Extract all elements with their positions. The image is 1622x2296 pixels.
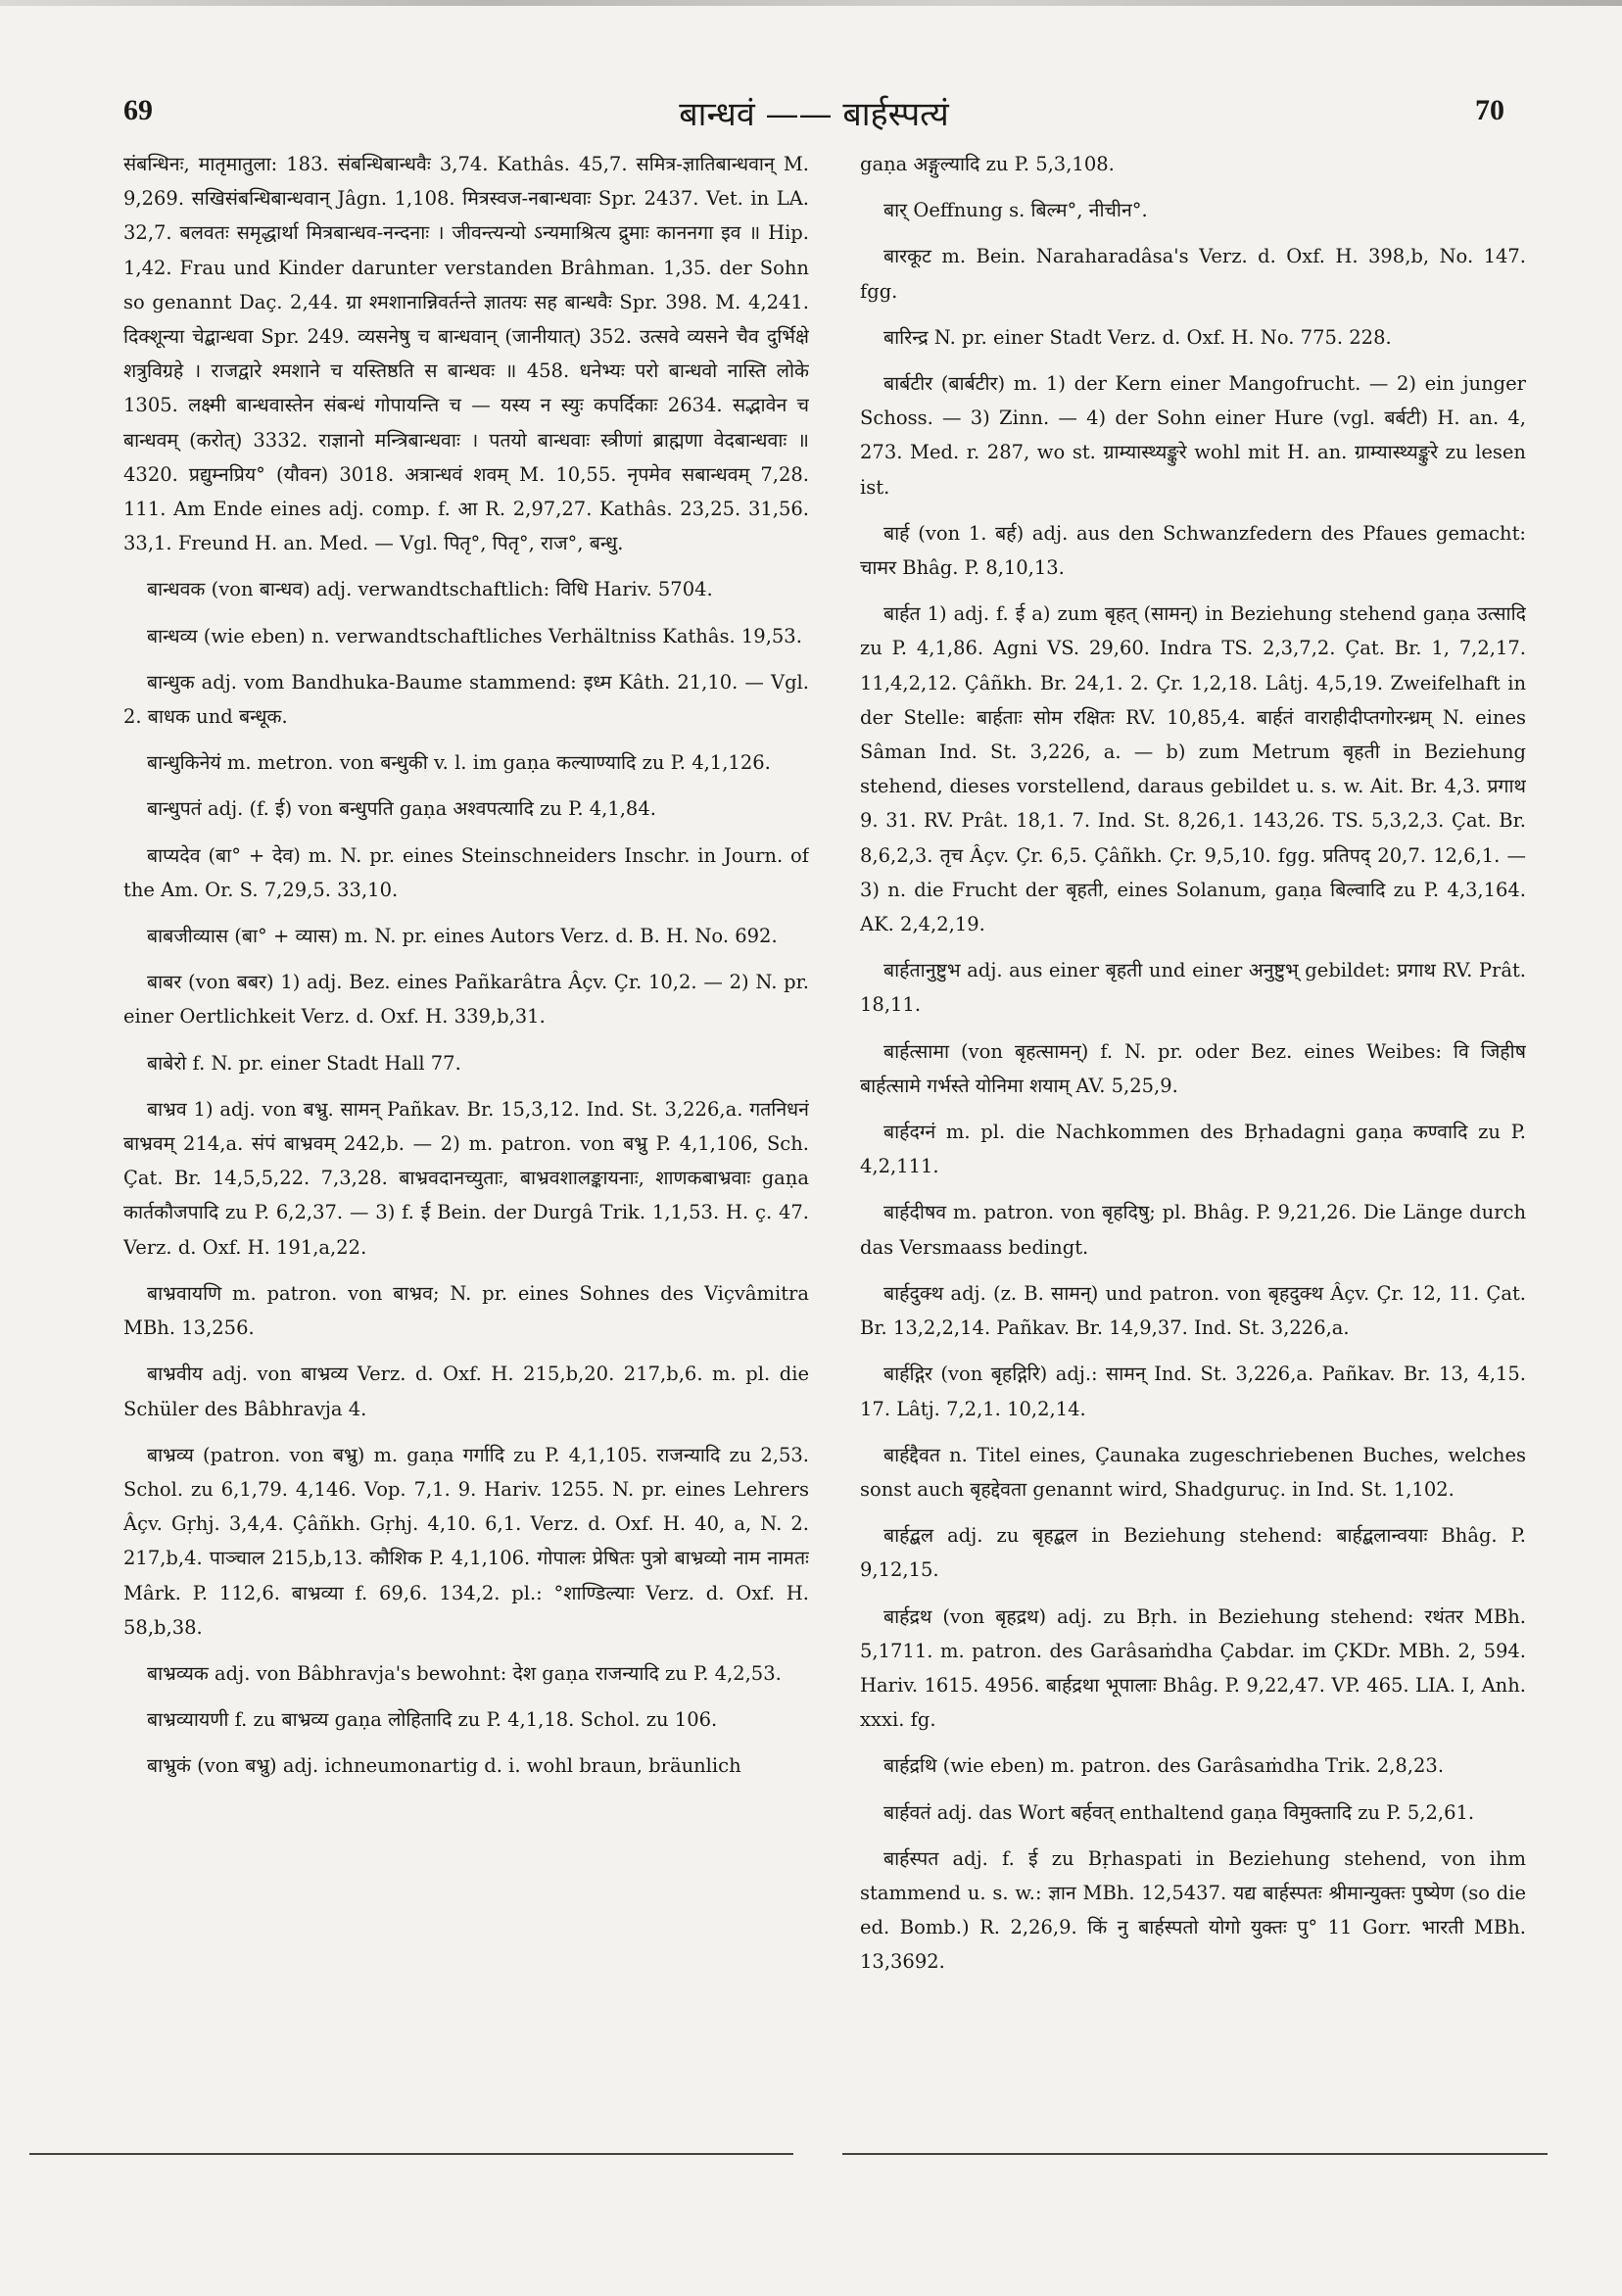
page-number-right: 70 bbox=[1475, 94, 1504, 126]
entry-paragraph: बारकूट m. Bein. Naraharadâsa's Verz. d. Oxf. H. 398,b, No. 147. fgg. bbox=[860, 245, 1526, 303]
entry-paragraph: बार्हदीषव m. patron. von बृहदिषु; pl. Bhâg. P. 9,21,26. Die Länge durch das Versmaass bedingt. bbox=[860, 1201, 1526, 1259]
entry-paragraph: बाभ्रवायणि m. patron. von बाभ्रव; N. pr. eines Sohnes des Viçvâmitra MBh. 13,256. bbox=[123, 1281, 809, 1340]
entry-paragraph: बाभ्रवीय adj. von बाभ्रव्य Verz. d. Oxf. H. 215,b,20. 217,b,6. m. pl. die Schüler des Bâbhravja 4. bbox=[123, 1363, 809, 1420]
footer-rule-right bbox=[842, 2153, 1548, 2155]
entry-paragraph: बार्हत्सामा (von बृहत्सामन्) f. N. pr. oder Bez. eines Weibes: वि जिहीष बार्हत्सामे गर्भस्ते योनिमा शयाम् AV. 5,25,9. bbox=[860, 1039, 1526, 1097]
entry-paragraph: बाबेरो f. N. pr. einer Stadt Hall 77. bbox=[147, 1051, 461, 1075]
entry-paragraph: बान्धव्य (wie eben) n. verwandtschaftliches Verhältniss Kathâs. 19,53. bbox=[147, 624, 802, 647]
page-number-left: 69 bbox=[123, 94, 153, 126]
entry-paragraph: बार्हत 1) adj. f. ई a) zum बृहत् (सामन्) in Beziehung stehend gaṇa उत्सादि zu P. 4,1,86. Agni VS. 29,60. Indra TS. 2,3,7,2. Çat. Br. 1, 7,2,17. 11,4,2,12. Çâñkh. Br. 24,1. 2. Çr. 1,2,18. Lâtj. 4,5,19. Zweifelhaft in der Stelle: बार्हताः सोम रक्षितः RV. 10,85,4. बार्हतं वाराहीदीप्तगोरन्ध्रम् N. eines Sâman Ind. St. 3,226, a. — b) zum Metrum बृहती in Beziehung stehend, dieses vorstellend, daraus gebildet u. s. w. Ait. Br. 4,3. प्रगाथ 9. 31. RV. Prât. 18,1. 7. Ind. St. 8,26,1. 143,26. TS. 5,3,2,3. Çat. Br. 8,6,2,3. तृच Âçv. Çr. 6,5. Çâñkh. Çr. 9,5,10. fgg. प्रतिपद् 20,7. 12,6,1. — 3) n. die Frucht der बृहती, eines Solanum, gaṇa बिल्वादि zu P. 4,3,164. AK. 2,4,2,19. bbox=[860, 602, 1526, 936]
entry-paragraph: बार्हतानुष्टुभ adj. aus einer बृहती und einer अनुष्टुभ् gebildet: प्रगाथ RV. Prât. 18,11. bbox=[860, 959, 1526, 1017]
entry-paragraph: बाभ्रव 1) adj. von बभ्रु. सामन् Pañkav. Br. 15,3,12. Ind. St. 3,226,a. गतनिधनं बाभ्रवम् 214,a. संपं बाभ्रवम् 242,b. — 2) m. patron. von बभ्रु P. 4,1,106, Sch. Çat. Br. 14,5,5,22. 7,3,28. बाभ्रवदानच्युताः, बाभ्रवशालङ्कायनाः, शाणकबाभ्रवाः gaṇa कार्तकौजपादि zu P. 6,2,37. — 3) f. ई Bein. der Durgâ Trik. 1,1,53. H. ç. 47. Verz. d. Oxf. H. 191,a,22. bbox=[123, 1097, 809, 1259]
left-column bbox=[123, 147, 809, 2106]
entry-paragraph: बार्हस्पत adj. f. ई zu Bṛhaspati in Beziehung stehend, von ihm stammend u. s. w.: ज्ञान MBh. 12,5437. यद्य बार्हस्पतः श्रीमान्युक्तः पुष्येण (so die ed. Bomb.) R. 2,26,9. किं नु बार्हस्पतो योगो युक्तः पु° 11 Gorr. भारती MBh. 13,3692. bbox=[860, 1846, 1526, 1974]
entry-paragraph: बाभ्रव्यायणी f. zu बाभ्रव्य gaṇa लोहितादि zu P. 4,1,18. Schol. zu 106. bbox=[147, 1708, 718, 1732]
entry-paragraph: बार्हद्गिर (von बृहद्गिरि) adj.: सामन् Ind. St. 3,226,a. Pañkav. Br. 13, 4,15. 17. Lâtj. 7,2,1. 10,2,14. bbox=[860, 1363, 1526, 1420]
entry-paragraph: बान्धुकिनेयं m. metron. von बन्धुकी v. l. im gaṇa कल्याण्यादि zu P. 4,1,126. bbox=[147, 751, 771, 775]
scan-top-edge bbox=[0, 0, 1622, 6]
entry-paragraph: बाभ्रव्यक adj. von Bâbhravja's bewohnt: देश gaṇa राजन्यादि zu P. 4,2,53. bbox=[147, 1661, 782, 1685]
entry-paragraph: बार्हदग्नं m. pl. die Nachkommen des Bṛhadagni gaṇa कण्वादि zu P. 4,2,111. bbox=[860, 1121, 1526, 1178]
entry-paragraph: बान्धवक (von बान्धव) adj. verwandtschaftlich: विधि Hariv. 5704. bbox=[147, 578, 713, 601]
entry-paragraph: बार्हद्रथि (wie eben) m. patron. des Garâsaṁdha Trik. 2,8,23. bbox=[883, 1754, 1445, 1778]
entry-paragraph: बार्हदुक्थ adj. (z. B. सामन्) und patron. von बृहदुक्थ Âçv. Çr. 12, 11. Çat. Br. 13,2,2,14. Pañkav. Br. 14,9,37. Ind. St. 3,226,a. bbox=[860, 1281, 1526, 1340]
running-head: बान्धवं —— बार्हस्पत्यं bbox=[679, 95, 949, 134]
page-header bbox=[123, 90, 1504, 137]
entry-paragraph: बाभ्रव्य (patron. von बभ्रु) m. gaṇa गर्गादि zu P. 4,1,105. राजन्यादि zu 2,53. Schol. zu 6,1,79. 4,146. Vop. 7,1. 9. Hariv. 1255. N. pr. eines Lehrers Âçv. Gṛhj. 3,4,4. Çâñkh. Gṛhj. 4,10. 6,1. Verz. d. Oxf. H. 40, a, N. 2. 217,b,4. पाञ्चाल 215,b,13. कौशिक P. 4,1,106. गोपालः प्रेषितः पुत्रो बाभ्रव्यो नाम नामतः Mârk. P. 112,6. बाभ्रव्या f. 69,6. 134,2. pl.: °शाण्डिल्याः Verz. d. Oxf. H. 58,b,38. bbox=[123, 1443, 809, 1639]
entry-paragraph: बार्हद्दैवत n. Titel eines, Çaunaka zugeschriebenen Buches, welches sonst auch बृहद्देवता genannt wird, Shadguruç. in Ind. St. 1,102. bbox=[860, 1443, 1526, 1501]
entry-paragraph: बाप्यदेव (बा° + देव) m. N. pr. eines Steinschneiders Inschr. in Journ. of the Am. Or. S. 7,29,5. 33,10. bbox=[123, 843, 809, 901]
entry-paragraph: बार्हद्रथ (von बृहद्रथ) adj. zu Bṛh. in Beziehung stehend: रथंतर MBh. 5,1711. m. patron. des Garâsaṁdha Çabdar. im ÇKDr. MBh. 2, 594. Hariv. 1615. 4956. बार्हद्रथा भूपालाः Bhâg. P. 9,22,47. VP. 465. LIA. I, Anh. xxxi. fg. bbox=[860, 1604, 1526, 1732]
entry-paragraph: gaṇa अङ्गुल्यादि zu P. 5,3,108. bbox=[860, 153, 1115, 175]
entry-paragraph: बार्बटीर (बार्बटीर) m. 1) der Kern einer Mangofrucht. — 2) ein junger Schoss. — 3) Zinn. — 4) der Sohn einer Hure (vgl. बर्बटी) H. an. 4, 273. Med. r. 287, wo st. ग्राम्यास्थ्यङ्कुरे wohl mit H. an. ग्राम्यास्थ्यङ्कुरे zu lesen ist. bbox=[860, 372, 1526, 499]
entry-paragraph: बार्हद्बल adj. zu बृहद्बल in Beziehung stehend: बार्हद्बलान्वयाः Bhâg. P. 9,12,15. bbox=[860, 1524, 1526, 1582]
entry-paragraph: बार्हवतं adj. das Wort बर्हवत् enthaltend gaṇa विमुक्तादि zu P. 5,2,61. bbox=[883, 1800, 1475, 1824]
entry-paragraph: संबन्धिनः, मातृमातुला: 183. संबन्धिबान्धवैः 3,74. Kathâs. 45,7. समित्र-ज्ञातिबान्धवान् M. 9,269. सखिसंबन्धिबान्धवान् Jâgn. 1,108. मित्रस्वज-नबान्धवाः Spr. 2437. Vet. in LA. 32,7. बलवतः समृद्धार्था मित्रबान्धव-नन्दनाः । जीवन्त्यन्यो ऽन्यमाश्रित्य द्रुमाः काननगा इव ॥ Hip. 1,42. Frau und Kinder darunter verstanden Brâhman. 1,35. der Sohn so genannt Daç. 2,44. ग्रा श्मशानान्निवर्तन्ते ज्ञातयः सह बान्धवैः Spr. 398. M. 4,241. दिक्शून्या चेद्बान्धवा Spr. 249. व्यसनेषु च बान्धवान् (जानीयात्) 352. उत्सवे व्यसने चैव दुर्भिक्षे शत्रुविग्रहे । राजद्वारे श्मशाने च यस्तिष्ठति स बान्धवः ॥ 458. धनेभ्यः परो बान्धवो नास्ति लोके 1305. लक्ष्मी बान्धवास्तेन संबन्धं गोपायन्ति च — यस्य न स्युः कपर्दिकाः 2634. सद्भावेन च बान्धवम् (करोत्) 3332. राज्ञानो मन्त्रिबान्धवाः । पतयो बान्धवाः स्त्रीणां ब्राह्मणा वेदबान्धवाः ॥ 4320. प्रद्युम्नप्रिय° (यौवन) 3018. अत्रान्धवं शवम् M. 10,55. नृपमेव सबान्धवम् 7,28. 111. Am Ende eines adj. comp. f. आ R. 2,97,27. Kathâs. 23,25. 31,56. 33,1. Freund H. an. Med. — Vgl. पितृ°, पितृ°, राज°, बन्धु. bbox=[123, 153, 809, 555]
entry-paragraph: बान्धुक adj. vom Bandhuka-Baume stammend: इध्म Kâth. 21,10. — Vgl. 2. बाधक und बन्धूक. bbox=[123, 670, 809, 729]
right-column bbox=[860, 147, 1526, 2106]
entry-paragraph: बाबर (von बबर) 1) adj. Bez. eines Pañkarâtra Âçv. Çr. 10,2. — 2) N. pr. einer Oertlichkeit Verz. d. Oxf. H. 339,b,31. bbox=[123, 971, 809, 1028]
entry-paragraph: बाभ्रुकं (von बभ्रु) adj. ichneumonartig d. i. wohl braun, bräunlich bbox=[147, 1754, 741, 1778]
entry-paragraph: बाबजीव्यास (बा° + व्यास) m. N. pr. eines Autors Verz. d. B. H. No. 692. bbox=[147, 925, 778, 948]
entry-paragraph: बान्धुपतं adj. (f. ई) von बन्धुपति gaṇa अश्वपत्यादि zu P. 4,1,84. bbox=[147, 797, 656, 821]
footer-rule-left bbox=[29, 2153, 793, 2155]
entry-paragraph: बार् Oeffnung s. बिल्म°, नीचीन°. bbox=[883, 199, 1148, 222]
entry-paragraph: बारिन्द्र N. pr. einer Stadt Verz. d. Oxf. H. No. 775. 228. bbox=[883, 325, 1392, 349]
entry-paragraph: बार्ह (von 1. बर्ह) adj. aus den Schwanzfedern des Pfaues gemacht: चामर Bhâg. P. 8,10,13. bbox=[860, 521, 1526, 580]
